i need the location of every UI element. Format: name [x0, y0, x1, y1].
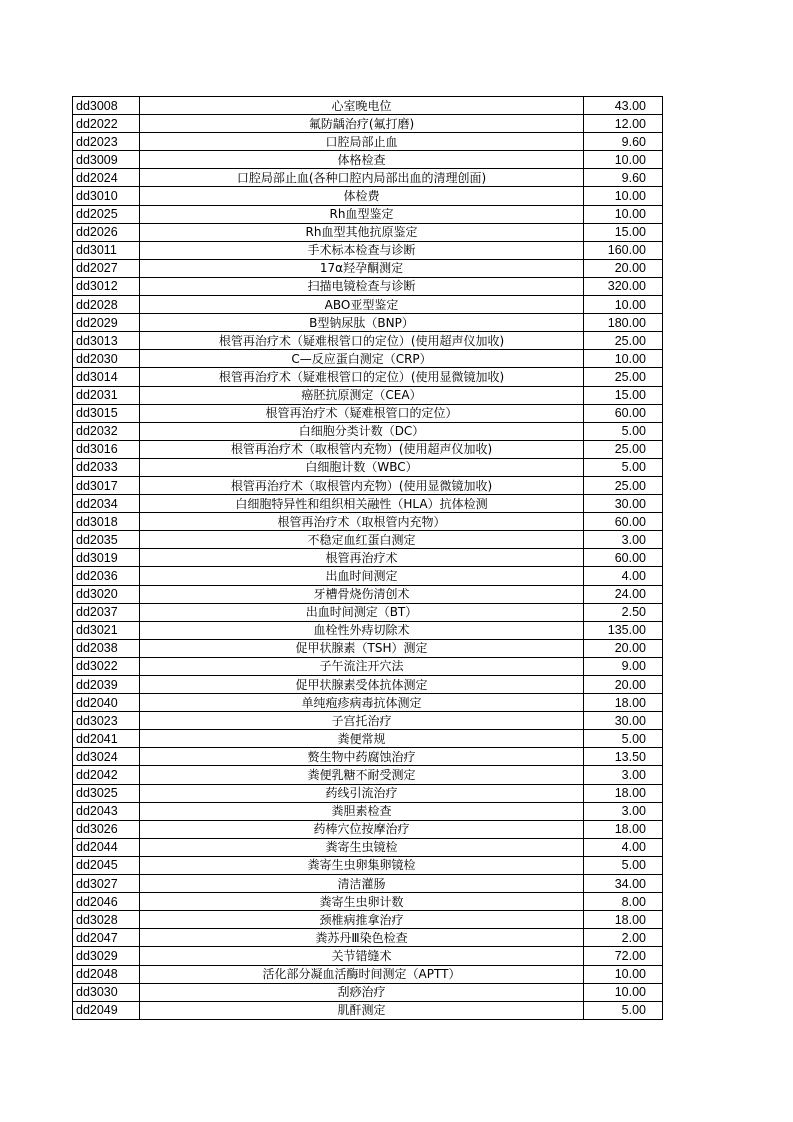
- item-name-cell: 手术标本检查与诊断: [140, 241, 584, 259]
- item-code-cell: dd2042: [73, 766, 140, 784]
- item-code-cell: dd3024: [73, 748, 140, 766]
- item-price-cell: 2.00: [584, 929, 663, 947]
- item-price-cell: 180.00: [584, 314, 663, 332]
- item-code-cell: dd2037: [73, 603, 140, 621]
- item-price-cell: 5.00: [584, 1001, 663, 1019]
- table-row: [73, 856, 663, 874]
- item-name-cell: 促甲状腺素（TSH）测定: [140, 639, 584, 657]
- item-name-cell: C—反应蛋白测定（CRP）: [140, 350, 584, 368]
- item-name-cell: 根管再治疗术（疑难根管口的定位）: [140, 404, 584, 422]
- item-name-cell: 关节错缝术: [140, 947, 584, 965]
- item-price-cell: 160.00: [584, 241, 663, 259]
- item-name-cell: 心室晚电位: [140, 97, 584, 115]
- table-row: [73, 115, 663, 133]
- item-price-cell: 20.00: [584, 259, 663, 277]
- item-name-cell: 粪苏丹Ⅲ染色检查: [140, 929, 584, 947]
- table-row: [73, 476, 663, 494]
- item-name-cell: 粪寄生虫卵计数: [140, 893, 584, 911]
- table-row: [73, 694, 663, 712]
- item-name-cell: 子宫托治疗: [140, 712, 584, 730]
- item-code-cell: dd2040: [73, 694, 140, 712]
- item-code-cell: dd2035: [73, 531, 140, 549]
- table-row: [73, 639, 663, 657]
- item-name-cell: 体检费: [140, 187, 584, 205]
- item-price-cell: 5.00: [584, 458, 663, 476]
- item-price-cell: 72.00: [584, 947, 663, 965]
- item-code-cell: dd2048: [73, 965, 140, 983]
- item-name-cell: 白细胞分类计数（DC）: [140, 422, 584, 440]
- item-price-cell: 5.00: [584, 730, 663, 748]
- item-code-cell: dd3023: [73, 712, 140, 730]
- item-name-cell: 白细胞计数（WBC）: [140, 458, 584, 476]
- item-name-cell: 体格检查: [140, 151, 584, 169]
- item-code-cell: dd3018: [73, 513, 140, 531]
- item-name-cell: 17α羟孕酮测定: [140, 259, 584, 277]
- item-price-cell: 2.50: [584, 603, 663, 621]
- table-row: [73, 205, 663, 223]
- item-price-cell: 30.00: [584, 712, 663, 730]
- item-name-cell: 粪便乳糖不耐受测定: [140, 766, 584, 784]
- item-code-cell: dd2043: [73, 802, 140, 820]
- table-row: [73, 314, 663, 332]
- item-price-cell: 15.00: [584, 223, 663, 241]
- item-name-cell: 肌酐测定: [140, 1001, 584, 1019]
- item-price-cell: 18.00: [584, 694, 663, 712]
- item-name-cell: 赘生物中药腐蚀治疗: [140, 748, 584, 766]
- table-row: [73, 983, 663, 1001]
- item-code-cell: dd2030: [73, 350, 140, 368]
- item-price-cell: 9.60: [584, 133, 663, 151]
- item-code-cell: dd3014: [73, 368, 140, 386]
- item-name-cell: 活化部分凝血活酶时间测定（APTT）: [140, 965, 584, 983]
- item-name-cell: 粪寄生虫卵集卵镜检: [140, 856, 584, 874]
- item-price-cell: 320.00: [584, 277, 663, 295]
- item-code-cell: dd3011: [73, 241, 140, 259]
- item-name-cell: 出血时间测定（BT）: [140, 603, 584, 621]
- item-code-cell: dd3015: [73, 404, 140, 422]
- table-row: [73, 567, 663, 585]
- item-name-cell: 血栓性外痔切除术: [140, 621, 584, 639]
- item-name-cell: Rh血型其他抗原鉴定: [140, 223, 584, 241]
- item-name-cell: 根管再治疗术（取根管内充物）(使用超声仪加收): [140, 440, 584, 458]
- table-row: [73, 730, 663, 748]
- item-name-cell: 口腔局部止血(各种口腔内局部出血的清理创面): [140, 169, 584, 187]
- table-row: [73, 621, 663, 639]
- item-price-cell: 10.00: [584, 187, 663, 205]
- table-row: [73, 422, 663, 440]
- table-row: [73, 187, 663, 205]
- item-code-cell: dd2044: [73, 838, 140, 856]
- table-row: [73, 350, 663, 368]
- table-row: [73, 133, 663, 151]
- item-code-cell: dd3010: [73, 187, 140, 205]
- table-row: [73, 603, 663, 621]
- table-row: [73, 676, 663, 694]
- item-price-cell: 9.00: [584, 657, 663, 675]
- item-code-cell: dd2034: [73, 495, 140, 513]
- item-code-cell: dd2032: [73, 422, 140, 440]
- item-price-cell: 3.00: [584, 766, 663, 784]
- item-code-cell: dd3009: [73, 151, 140, 169]
- item-name-cell: 单纯疱疹病毒抗体测定: [140, 694, 584, 712]
- table-row: [73, 893, 663, 911]
- item-code-cell: dd2049: [73, 1001, 140, 1019]
- item-price-cell: 15.00: [584, 386, 663, 404]
- item-name-cell: 粪寄生虫镜检: [140, 838, 584, 856]
- item-code-cell: dd2038: [73, 639, 140, 657]
- table-row: [73, 151, 663, 169]
- table-row: [73, 223, 663, 241]
- table-row: [73, 549, 663, 567]
- item-code-cell: dd3025: [73, 784, 140, 802]
- table-row: [73, 657, 663, 675]
- item-name-cell: 子午流注开穴法: [140, 657, 584, 675]
- item-code-cell: dd3012: [73, 277, 140, 295]
- item-code-cell: dd3016: [73, 440, 140, 458]
- item-price-cell: 10.00: [584, 965, 663, 983]
- item-name-cell: 刮痧治疗: [140, 983, 584, 1001]
- item-price-cell: 3.00: [584, 802, 663, 820]
- item-name-cell: 不稳定血红蛋白测定: [140, 531, 584, 549]
- item-name-cell: ABO亚型鉴定: [140, 296, 584, 314]
- item-price-cell: 4.00: [584, 838, 663, 856]
- item-price-cell: 9.60: [584, 169, 663, 187]
- item-code-cell: dd2024: [73, 169, 140, 187]
- table-row: [73, 712, 663, 730]
- table-row: [73, 531, 663, 549]
- item-code-cell: dd2027: [73, 259, 140, 277]
- item-name-cell: 出血时间测定: [140, 567, 584, 585]
- table-row: [73, 929, 663, 947]
- table-row: [73, 947, 663, 965]
- item-price-cell: 60.00: [584, 513, 663, 531]
- table-row: [73, 965, 663, 983]
- table-row: [73, 838, 663, 856]
- item-code-cell: dd2022: [73, 115, 140, 133]
- item-price-cell: 10.00: [584, 151, 663, 169]
- item-name-cell: 颈椎病推拿治疗: [140, 911, 584, 929]
- table-row: [73, 458, 663, 476]
- item-code-cell: dd2031: [73, 386, 140, 404]
- item-code-cell: dd2045: [73, 856, 140, 874]
- item-price-cell: 10.00: [584, 983, 663, 1001]
- item-code-cell: dd3013: [73, 332, 140, 350]
- item-name-cell: 根管再治疗术（疑难根管口的定位）(使用超声仪加收): [140, 332, 584, 350]
- item-price-cell: 10.00: [584, 205, 663, 223]
- item-price-cell: 25.00: [584, 332, 663, 350]
- item-name-cell: 扫描电镜检查与诊断: [140, 277, 584, 295]
- item-code-cell: dd2046: [73, 893, 140, 911]
- table-row: [73, 169, 663, 187]
- table-row: [73, 911, 663, 929]
- item-name-cell: 清洁灌肠: [140, 875, 584, 893]
- table-row: [73, 820, 663, 838]
- item-price-cell: 4.00: [584, 567, 663, 585]
- item-price-cell: 30.00: [584, 495, 663, 513]
- item-price-cell: 24.00: [584, 585, 663, 603]
- item-code-cell: dd3017: [73, 476, 140, 494]
- item-price-cell: 10.00: [584, 296, 663, 314]
- item-code-cell: dd2033: [73, 458, 140, 476]
- item-price-cell: 8.00: [584, 893, 663, 911]
- item-name-cell: 药棒穴位按摩治疗: [140, 820, 584, 838]
- table-row: [73, 513, 663, 531]
- item-price-cell: 20.00: [584, 639, 663, 657]
- item-name-cell: 牙槽骨烧伤清创术: [140, 585, 584, 603]
- item-name-cell: 氟防龋治疗(氟打磨): [140, 115, 584, 133]
- item-price-cell: 13.50: [584, 748, 663, 766]
- item-name-cell: 药线引流治疗: [140, 784, 584, 802]
- table-row: [73, 259, 663, 277]
- item-price-cell: 18.00: [584, 911, 663, 929]
- item-price-cell: 5.00: [584, 856, 663, 874]
- item-price-cell: 43.00: [584, 97, 663, 115]
- table-row: [73, 404, 663, 422]
- item-code-cell: dd3020: [73, 585, 140, 603]
- item-name-cell: 根管再治疗术（疑难根管口的定位）(使用显微镜加收): [140, 368, 584, 386]
- item-code-cell: dd2047: [73, 929, 140, 947]
- item-code-cell: dd3028: [73, 911, 140, 929]
- item-code-cell: dd2028: [73, 296, 140, 314]
- item-code-cell: dd2025: [73, 205, 140, 223]
- item-code-cell: dd2029: [73, 314, 140, 332]
- item-name-cell: 白细胞特异性和组织相关融性（HLA）抗体检测: [140, 495, 584, 513]
- item-name-cell: 粪胆素检查: [140, 802, 584, 820]
- item-name-cell: 粪便常规: [140, 730, 584, 748]
- item-price-cell: 25.00: [584, 440, 663, 458]
- item-price-cell: 18.00: [584, 784, 663, 802]
- table-row: [73, 748, 663, 766]
- item-name-cell: 根管再治疗术（取根管内充物）: [140, 513, 584, 531]
- table-row: [73, 875, 663, 893]
- item-name-cell: B型钠尿肽（BNP）: [140, 314, 584, 332]
- table-row: [73, 368, 663, 386]
- table-row: [73, 241, 663, 259]
- item-price-cell: 60.00: [584, 404, 663, 422]
- table-row: [73, 296, 663, 314]
- item-code-cell: dd3008: [73, 97, 140, 115]
- item-code-cell: dd2036: [73, 567, 140, 585]
- item-price-cell: 25.00: [584, 368, 663, 386]
- item-name-cell: 口腔局部止血: [140, 133, 584, 151]
- item-code-cell: dd2023: [73, 133, 140, 151]
- table-row: [73, 766, 663, 784]
- item-name-cell: 癌胚抗原测定（CEA）: [140, 386, 584, 404]
- table-row: [73, 495, 663, 513]
- item-price-cell: 60.00: [584, 549, 663, 567]
- table-row: [73, 585, 663, 603]
- item-price-cell: 10.00: [584, 350, 663, 368]
- item-code-cell: dd2039: [73, 676, 140, 694]
- item-code-cell: dd3029: [73, 947, 140, 965]
- item-name-cell: 根管再治疗术: [140, 549, 584, 567]
- table-row: [73, 97, 663, 115]
- item-price-cell: 12.00: [584, 115, 663, 133]
- item-code-cell: dd3026: [73, 820, 140, 838]
- item-code-cell: dd2026: [73, 223, 140, 241]
- item-price-cell: 3.00: [584, 531, 663, 549]
- item-price-cell: 5.00: [584, 422, 663, 440]
- item-name-cell: Rh血型鉴定: [140, 205, 584, 223]
- price-table-body: [73, 97, 663, 1020]
- item-name-cell: 根管再治疗术（取根管内充物）(使用显微镜加收): [140, 476, 584, 494]
- table-row: [73, 332, 663, 350]
- table-row: [73, 1001, 663, 1019]
- item-price-cell: 135.00: [584, 621, 663, 639]
- item-price-cell: 34.00: [584, 875, 663, 893]
- price-table: [72, 96, 663, 1020]
- table-row: [73, 277, 663, 295]
- item-code-cell: dd3030: [73, 983, 140, 1001]
- table-row: [73, 802, 663, 820]
- item-code-cell: dd3022: [73, 657, 140, 675]
- item-code-cell: dd2041: [73, 730, 140, 748]
- item-code-cell: dd3027: [73, 875, 140, 893]
- table-row: [73, 440, 663, 458]
- table-row: [73, 386, 663, 404]
- item-price-cell: 18.00: [584, 820, 663, 838]
- item-code-cell: dd3019: [73, 549, 140, 567]
- item-price-cell: 25.00: [584, 476, 663, 494]
- item-name-cell: 促甲状腺素受体抗体测定: [140, 676, 584, 694]
- item-code-cell: dd3021: [73, 621, 140, 639]
- table-row: [73, 784, 663, 802]
- item-price-cell: 20.00: [584, 676, 663, 694]
